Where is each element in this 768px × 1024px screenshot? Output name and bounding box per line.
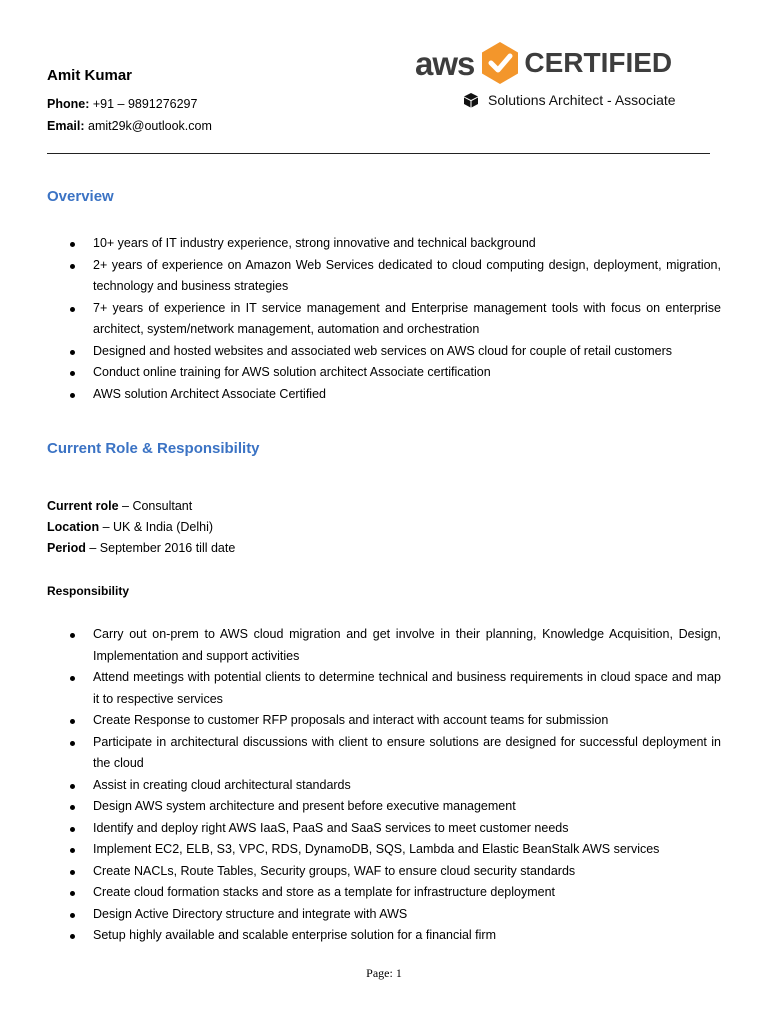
location-value: – UK & India (Delhi) <box>99 520 214 534</box>
location-line <box>47 520 213 534</box>
period-line <box>47 541 235 555</box>
responsibility-list <box>47 624 721 947</box>
list-item: 7+ years of experience in IT service management and Enterprise management tools with focus on enterprise architect, system/network management, automation and orchestration <box>47 298 721 341</box>
list-item: Attend meetings with potential clients to determine technical and business requirements in cloud space and map it to respective services <box>47 667 721 710</box>
list-item: Identify and deploy right AWS IaaS, PaaS and SaaS services to meet customer needs <box>47 818 721 840</box>
list-item: Design AWS system architecture and present before executive management <box>47 796 721 818</box>
current-role-line <box>47 499 192 513</box>
list-item: AWS solution Architect Associate Certified <box>47 384 721 406</box>
list-item: Implement EC2, ELB, S3, VPC, RDS, DynamoDB, SQS, Lambda and Elastic BeanStalk AWS services <box>47 839 721 861</box>
certified-text: CERTIFIED <box>524 47 673 78</box>
role-heading: Current Role & Responsibility <box>47 440 260 457</box>
cube-icon <box>463 92 479 108</box>
list-item: Setup highly available and scalable enterprise solution for a financial firm <box>47 925 721 947</box>
aws-certified-badge <box>415 40 715 120</box>
list-item: 2+ years of experience on Amazon Web Services dedicated to cloud computing design, deployment, migration, technology and business strategies <box>47 255 721 298</box>
list-item: Create Response to customer RFP proposals and interact with account teams for submission <box>47 710 721 732</box>
list-item: Carry out on-prem to AWS cloud migration and get involve in their planning, Knowledge Acquisition, Design, Implementation and support activities <box>47 624 721 667</box>
email-label: Email: <box>47 119 85 133</box>
email-value: amit29k@outlook.com <box>88 119 212 133</box>
phone-value: +91 – 9891276297 <box>92 97 198 111</box>
list-item: Designed and hosted websites and associated web services on AWS cloud for couple of retail customers <box>47 341 721 363</box>
aws-logo-text: aws <box>415 44 475 82</box>
certification-subtitle: Solutions Architect - Associate <box>488 92 676 108</box>
location-label: Location <box>47 520 100 534</box>
phone-label: Phone: <box>47 97 90 111</box>
period-value: – September 2016 till date <box>85 541 236 555</box>
phone-line <box>47 97 197 111</box>
list-item: 10+ years of IT industry experience, strong innovative and technical background <box>47 233 721 255</box>
candidate-name: Amit Kumar <box>47 67 133 84</box>
overview-list <box>47 233 721 405</box>
list-item: Conduct online training for AWS solution architect Associate certification <box>47 362 721 384</box>
list-item: Participate in architectural discussions with client to ensure solutions are designed for successful deployment in the cloud <box>47 732 721 775</box>
checkmark-hexagon-icon <box>480 41 520 85</box>
list-item: Create cloud formation stacks and store as a template for infrastructure deployment <box>47 882 721 904</box>
page-number: Page: 1 <box>366 966 402 980</box>
responsibility-label: Responsibility <box>47 584 130 598</box>
current-role-label: Current role <box>47 499 119 513</box>
list-item: Assist in creating cloud architectural standards <box>47 775 721 797</box>
overview-heading: Overview <box>47 188 114 205</box>
list-item: Create NACLs, Route Tables, Security groups, WAF to ensure cloud security standards <box>47 861 721 883</box>
header-divider <box>47 143 710 154</box>
current-role-value: – Consultant <box>118 499 193 513</box>
list-item: Design Active Directory structure and integrate with AWS <box>47 904 721 926</box>
period-label: Period <box>47 541 86 555</box>
email-line <box>47 119 212 133</box>
